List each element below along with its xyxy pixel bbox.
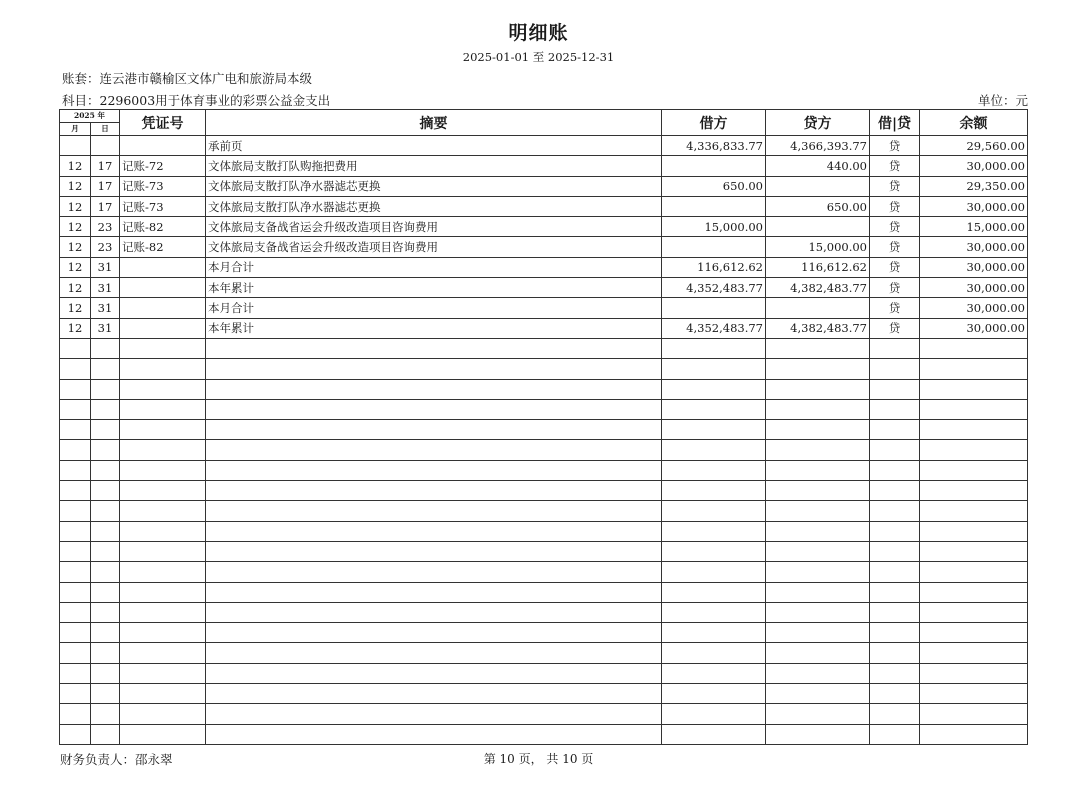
summary-cell: 本年累计: [206, 278, 662, 298]
month-cell: [60, 379, 91, 399]
balance-cell: [920, 582, 1028, 602]
month-cell: [60, 704, 91, 724]
subject-line: 科目：2296003用于体育事业的彩票公益金支出: [62, 93, 331, 108]
dc-cell: [870, 643, 920, 663]
credit-cell: [766, 399, 870, 419]
voucher-cell: [120, 501, 206, 521]
debit-cell: [662, 359, 766, 379]
dc-cell: [870, 562, 920, 582]
voucher-cell: [120, 562, 206, 582]
summary-cell: [206, 359, 662, 379]
balance-cell: [920, 643, 1028, 663]
month-cell: 12: [60, 217, 91, 237]
summary-cell: 文体旅局支散打队净水器滤芯更换: [206, 176, 662, 196]
empty-row: [60, 420, 1028, 440]
balance-cell: [920, 338, 1028, 358]
empty-row: [60, 602, 1028, 622]
day-cell: 31: [91, 318, 120, 338]
table-row: [60, 156, 1028, 176]
debit-cell: [662, 420, 766, 440]
dc-cell: [870, 359, 920, 379]
summary-cell: [206, 541, 662, 561]
empty-row: [60, 582, 1028, 602]
month-cell: 12: [60, 318, 91, 338]
balance-cell: [920, 623, 1028, 643]
summary-cell: [206, 663, 662, 683]
empty-row: [60, 501, 1028, 521]
summary-cell: [206, 521, 662, 541]
summary-cell: 本月合计: [206, 257, 662, 277]
credit-cell: [766, 724, 870, 744]
voucher-cell: [120, 623, 206, 643]
credit-cell: [766, 481, 870, 501]
voucher-cell: [120, 724, 206, 744]
debit-cell: [662, 521, 766, 541]
debit-cell: [662, 481, 766, 501]
summary-cell: [206, 420, 662, 440]
balance-cell: 15,000.00: [920, 217, 1028, 237]
dc-cell: [870, 582, 920, 602]
dc-cell: [870, 602, 920, 622]
month-cell: [60, 440, 91, 460]
balance-cell: [920, 541, 1028, 561]
month-cell: 12: [60, 237, 91, 257]
credit-cell: 4,366,393.77: [766, 136, 870, 156]
debit-cell: 15,000.00: [662, 217, 766, 237]
voucher-header: 凭证号: [120, 110, 206, 136]
voucher-cell: [120, 338, 206, 358]
balance-cell: [920, 521, 1028, 541]
debit-cell: [662, 582, 766, 602]
table-row: [60, 278, 1028, 298]
credit-cell: [766, 217, 870, 237]
balance-cell: [920, 704, 1028, 724]
table-row: [60, 217, 1028, 237]
month-cell: [60, 399, 91, 419]
voucher-cell: [120, 663, 206, 683]
debit-cell: 650.00: [662, 176, 766, 196]
empty-row: [60, 724, 1028, 744]
month-cell: [60, 501, 91, 521]
voucher-cell: [120, 460, 206, 480]
day-cell: 23: [91, 237, 120, 257]
debit-cell: [662, 440, 766, 460]
summary-cell: 本月合计: [206, 298, 662, 318]
summary-cell: [206, 338, 662, 358]
empty-row: [60, 663, 1028, 683]
empty-row: [60, 460, 1028, 480]
debit-cell: 4,336,833.77: [662, 136, 766, 156]
summary-cell: 文体旅局支备战省运会升级改造项目咨询费用: [206, 237, 662, 257]
month-cell: 12: [60, 176, 91, 196]
empty-row: [60, 623, 1028, 643]
month-cell: [60, 338, 91, 358]
day-cell: [91, 704, 120, 724]
balance-cell: [920, 724, 1028, 744]
credit-cell: [766, 704, 870, 724]
debit-cell: [662, 684, 766, 704]
debit-cell: [662, 541, 766, 561]
month-cell: [60, 602, 91, 622]
voucher-cell: [120, 318, 206, 338]
debit-cell: [662, 156, 766, 176]
balance-cell: 30,000.00: [920, 257, 1028, 277]
day-cell: [91, 440, 120, 460]
voucher-cell: [120, 399, 206, 419]
debit-cell: 4,352,483.77: [662, 318, 766, 338]
month-cell: [60, 643, 91, 663]
summary-cell: [206, 684, 662, 704]
day-cell: [91, 460, 120, 480]
ledger-body: [60, 136, 1028, 745]
dc-header: 借|贷: [870, 110, 920, 136]
day-cell: [91, 501, 120, 521]
voucher-cell: [120, 541, 206, 561]
summary-header: 摘要: [206, 110, 662, 136]
credit-cell: [766, 338, 870, 358]
debit-cell: [662, 379, 766, 399]
summary-cell: [206, 623, 662, 643]
table-row: [60, 257, 1028, 277]
voucher-cell: [120, 481, 206, 501]
voucher-cell: [120, 136, 206, 156]
summary-cell: 文体旅局支散打队净水器滤芯更换: [206, 196, 662, 216]
voucher-cell: [120, 440, 206, 460]
voucher-cell: [120, 298, 206, 318]
credit-cell: [766, 562, 870, 582]
voucher-cell: [120, 643, 206, 663]
debit-cell: [662, 399, 766, 419]
balance-cell: [920, 440, 1028, 460]
empty-row: [60, 643, 1028, 663]
day-cell: [91, 521, 120, 541]
year-header: 2025 年: [60, 110, 120, 123]
credit-cell: [766, 541, 870, 561]
voucher-cell: 记账-73: [120, 176, 206, 196]
empty-row: [60, 440, 1028, 460]
month-cell: [60, 481, 91, 501]
table-row: [60, 136, 1028, 156]
day-cell: [91, 481, 120, 501]
summary-cell: 本年累计: [206, 318, 662, 338]
credit-cell: [766, 420, 870, 440]
voucher-cell: [120, 359, 206, 379]
dc-cell: 贷: [870, 237, 920, 257]
table-row: [60, 237, 1028, 257]
month-cell: [60, 724, 91, 744]
debit-cell: [662, 338, 766, 358]
balance-cell: 30,000.00: [920, 156, 1028, 176]
debit-cell: [662, 501, 766, 521]
debit-cell: [662, 298, 766, 318]
dc-cell: [870, 521, 920, 541]
balance-cell: [920, 684, 1028, 704]
credit-cell: [766, 440, 870, 460]
dc-cell: [870, 379, 920, 399]
empty-row: [60, 338, 1028, 358]
month-cell: [60, 420, 91, 440]
empty-row: [60, 359, 1028, 379]
day-cell: [91, 582, 120, 602]
dc-cell: [870, 481, 920, 501]
dc-cell: 贷: [870, 217, 920, 237]
day-cell: [91, 623, 120, 643]
debit-cell: [662, 663, 766, 683]
table-row: [60, 196, 1028, 216]
day-cell: 31: [91, 257, 120, 277]
month-cell: [60, 136, 91, 156]
debit-cell: [662, 704, 766, 724]
credit-cell: [766, 582, 870, 602]
month-cell: [60, 663, 91, 683]
voucher-cell: 记账-73: [120, 196, 206, 216]
voucher-cell: [120, 602, 206, 622]
credit-cell: [766, 602, 870, 622]
dc-cell: 贷: [870, 257, 920, 277]
month-cell: [60, 562, 91, 582]
dc-cell: 贷: [870, 176, 920, 196]
summary-cell: [206, 501, 662, 521]
month-header: 月: [60, 123, 91, 136]
balance-cell: [920, 602, 1028, 622]
summary-cell: [206, 582, 662, 602]
voucher-cell: [120, 582, 206, 602]
day-cell: [91, 724, 120, 744]
day-cell: 17: [91, 196, 120, 216]
summary-cell: [206, 440, 662, 460]
voucher-cell: [120, 521, 206, 541]
debit-cell: [662, 602, 766, 622]
summary-cell: [206, 481, 662, 501]
voucher-cell: [120, 420, 206, 440]
balance-cell: 30,000.00: [920, 196, 1028, 216]
balance-cell: [920, 481, 1028, 501]
ledger-table: [59, 109, 1028, 745]
dc-cell: [870, 399, 920, 419]
summary-cell: [206, 562, 662, 582]
table-row: [60, 318, 1028, 338]
table-row: [60, 176, 1028, 196]
month-cell: 12: [60, 298, 91, 318]
empty-row: [60, 521, 1028, 541]
dc-cell: 贷: [870, 156, 920, 176]
credit-cell: [766, 684, 870, 704]
balance-cell: [920, 501, 1028, 521]
credit-cell: 4,382,483.77: [766, 318, 870, 338]
month-cell: [60, 521, 91, 541]
summary-cell: [206, 460, 662, 480]
dc-cell: [870, 460, 920, 480]
voucher-cell: [120, 704, 206, 724]
balance-cell: 30,000.00: [920, 237, 1028, 257]
day-cell: [91, 338, 120, 358]
empty-row: [60, 399, 1028, 419]
day-cell: [91, 684, 120, 704]
summary-cell: 承前页: [206, 136, 662, 156]
balance-cell: [920, 460, 1028, 480]
debit-cell: 116,612.62: [662, 257, 766, 277]
debit-cell: [662, 237, 766, 257]
month-cell: 12: [60, 257, 91, 277]
credit-cell: 15,000.00: [766, 237, 870, 257]
credit-cell: 650.00: [766, 196, 870, 216]
day-cell: 23: [91, 217, 120, 237]
summary-cell: 文体旅局支散打队购拖把费用: [206, 156, 662, 176]
month-cell: [60, 541, 91, 561]
empty-row: [60, 562, 1028, 582]
voucher-cell: 记账-72: [120, 156, 206, 176]
period-range: 2025-01-01 至 2025-12-31: [462, 50, 615, 64]
debit-header: 借方: [662, 110, 766, 136]
dc-cell: [870, 420, 920, 440]
debit-cell: [662, 643, 766, 663]
unit-label: 单位：元: [977, 93, 1028, 108]
dc-cell: [870, 541, 920, 561]
dc-cell: [870, 440, 920, 460]
credit-cell: 4,382,483.77: [766, 278, 870, 298]
credit-cell: [766, 643, 870, 663]
day-cell: [91, 663, 120, 683]
credit-cell: 440.00: [766, 156, 870, 176]
summary-cell: [206, 379, 662, 399]
day-cell: [91, 602, 120, 622]
summary-cell: [206, 724, 662, 744]
credit-cell: [766, 623, 870, 643]
empty-row: [60, 379, 1028, 399]
dc-cell: 贷: [870, 136, 920, 156]
summary-cell: 文体旅局支备战省运会升级改造项目咨询费用: [206, 217, 662, 237]
month-cell: 12: [60, 278, 91, 298]
credit-cell: [766, 298, 870, 318]
day-cell: [91, 643, 120, 663]
voucher-cell: [120, 278, 206, 298]
voucher-cell: 记账-82: [120, 237, 206, 257]
voucher-cell: 记账-82: [120, 217, 206, 237]
month-cell: [60, 623, 91, 643]
dc-cell: 贷: [870, 196, 920, 216]
voucher-cell: [120, 684, 206, 704]
credit-header: 贷方: [766, 110, 870, 136]
dc-cell: [870, 501, 920, 521]
voucher-cell: [120, 379, 206, 399]
day-cell: 31: [91, 278, 120, 298]
balance-cell: [920, 663, 1028, 683]
summary-cell: [206, 704, 662, 724]
dc-cell: [870, 704, 920, 724]
credit-cell: [766, 460, 870, 480]
day-cell: [91, 420, 120, 440]
document-title: 明细账: [508, 22, 569, 44]
day-cell: 31: [91, 298, 120, 318]
balance-cell: 30,000.00: [920, 298, 1028, 318]
debit-cell: [662, 623, 766, 643]
month-cell: [60, 460, 91, 480]
month-cell: [60, 684, 91, 704]
dc-cell: [870, 663, 920, 683]
financial-responsible: 财务负责人：邵永翠: [60, 752, 173, 767]
credit-cell: [766, 359, 870, 379]
debit-cell: [662, 562, 766, 582]
empty-row: [60, 541, 1028, 561]
balance-cell: [920, 379, 1028, 399]
month-cell: 12: [60, 156, 91, 176]
credit-cell: [766, 521, 870, 541]
voucher-cell: [120, 257, 206, 277]
dc-cell: 贷: [870, 318, 920, 338]
balance-cell: 29,350.00: [920, 176, 1028, 196]
balance-cell: [920, 359, 1028, 379]
debit-cell: [662, 460, 766, 480]
table-row: [60, 298, 1028, 318]
summary-cell: [206, 643, 662, 663]
empty-row: [60, 704, 1028, 724]
credit-cell: [766, 379, 870, 399]
dc-cell: [870, 684, 920, 704]
balance-cell: 30,000.00: [920, 318, 1028, 338]
day-cell: [91, 379, 120, 399]
credit-cell: 116,612.62: [766, 257, 870, 277]
day-cell: [91, 399, 120, 419]
dc-cell: [870, 338, 920, 358]
day-header: 日: [91, 123, 120, 136]
dc-cell: [870, 623, 920, 643]
balance-cell: [920, 399, 1028, 419]
balance-cell: 29,560.00: [920, 136, 1028, 156]
day-cell: [91, 359, 120, 379]
dc-cell: [870, 724, 920, 744]
debit-cell: [662, 196, 766, 216]
month-cell: 12: [60, 196, 91, 216]
empty-row: [60, 481, 1028, 501]
empty-row: [60, 684, 1028, 704]
day-cell: [91, 136, 120, 156]
account-set: 账套：连云港市赣榆区文体广电和旅游局本级: [62, 71, 313, 86]
day-cell: [91, 562, 120, 582]
summary-cell: [206, 602, 662, 622]
debit-cell: [662, 724, 766, 744]
day-cell: 17: [91, 156, 120, 176]
credit-cell: [766, 501, 870, 521]
dc-cell: 贷: [870, 278, 920, 298]
dc-cell: 贷: [870, 298, 920, 318]
balance-cell: 30,000.00: [920, 278, 1028, 298]
month-cell: [60, 359, 91, 379]
balance-cell: [920, 562, 1028, 582]
page-number: 第 10 页， 共 10 页: [483, 752, 594, 766]
balance-header: 余额: [920, 110, 1028, 136]
summary-cell: [206, 399, 662, 419]
day-cell: 17: [91, 176, 120, 196]
credit-cell: [766, 663, 870, 683]
debit-cell: 4,352,483.77: [662, 278, 766, 298]
credit-cell: [766, 176, 870, 196]
balance-cell: [920, 420, 1028, 440]
month-cell: [60, 582, 91, 602]
day-cell: [91, 541, 120, 561]
